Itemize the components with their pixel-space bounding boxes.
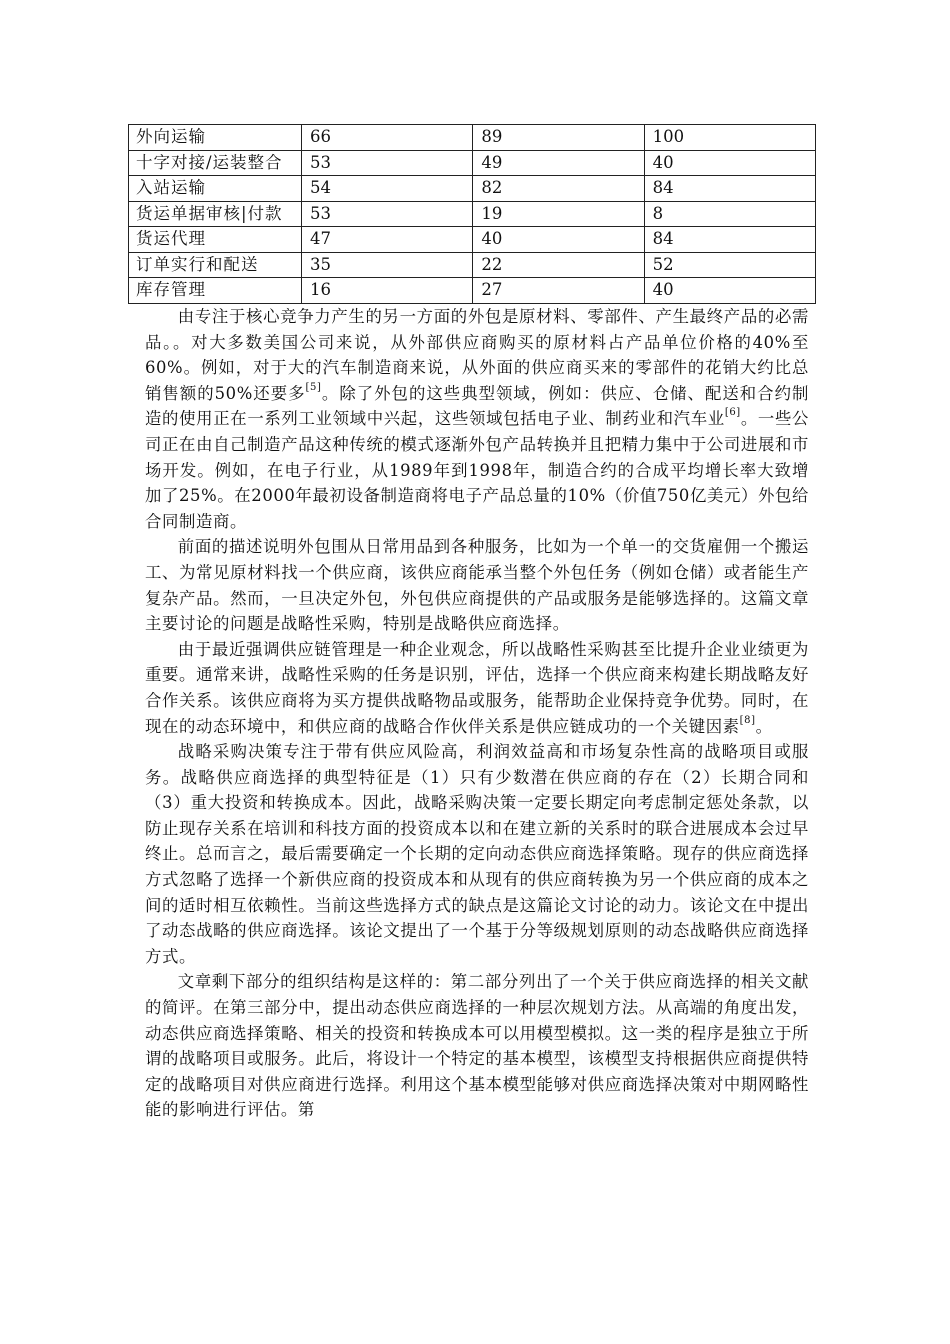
table-row xyxy=(129,227,816,253)
paragraph-text: 由于最近强调供应链管理是一种企业观念，所以战略性采购甚至比提升企业业绩更为重要。通常来讲，战略性采购的任务是识别，评估，选择一个供应商来构建长期战略友好合作关系。该供应商将为买方提供战略物品或服务，能帮助企业保持竞争优势。同时，在现在的动态环境中，和供应商的战略合作伙伴关系是供应链成功的一个关键因素 xyxy=(145,639,809,736)
citation-ref: [5] xyxy=(305,381,322,393)
table-row xyxy=(129,201,816,227)
paragraph-text: 。 xyxy=(755,716,773,736)
table-cell-value: 100 xyxy=(644,125,815,151)
table-cell-value: 84 xyxy=(644,227,815,253)
table-cell-value: 22 xyxy=(473,252,644,278)
table-cell-category: 订单实行和配送 xyxy=(129,252,302,278)
table-cell-value: 8 xyxy=(644,201,815,227)
table-cell-value: 53 xyxy=(302,150,473,176)
citation-ref: [8] xyxy=(739,714,756,726)
table-cell-value: 84 xyxy=(644,176,815,202)
table-cell-category: 外向运输 xyxy=(129,125,302,151)
table-row xyxy=(129,278,816,304)
paragraph: 前面的描述说明外包围从日常用品到各种服务，比如为一个单一的交货雇佣一个搬运工、为常见原材料找一个供应商，该供应商能承当整个外包任务（例如仓储）或者能生产复杂产品。然而，一旦决定外包，外包供应商提供的产品或服务是能够选择的。这篇文章主要讨论的问题是战略性采购，特别是战略供应商选择。 xyxy=(145,537,809,634)
paragraph-text: 。除了外包的这些典型领域，例如：供应、仓储、配送和合约制造的使用正在一系列工业领域中兴起，这些领域包括电子业、制药业和汽车业 xyxy=(145,383,809,429)
paragraph-text: 。一些公司正在由自己制造产品这种传统的模式逐渐外包产品转换并且把精力集中于公司进展和市场开发。例如，在电子行业，从1989年到1998年，制造合约的合成平均增长率大致增加了25%。在2000年最初设备制造商将电子产品总量的10%（价值750亿美元）外包给合同制造商。 xyxy=(145,409,809,531)
table-cell-category: 货运单据审核|付款 xyxy=(129,201,302,227)
table-row xyxy=(129,252,816,278)
table-row xyxy=(129,176,816,202)
paragraph: 战略采购决策专注于带有供应风险高，利润效益高和市场复杂性高的战略项目或服务。战略供应商选择的典型特征是（1）只有少数潜在供应商的存在（2）长期合同和（3）重大投资和转换成本。因此，战略采购决策一定要长期定向考虑制定惩处条款，以防止现存关系在培训和科技方面的投资成本以和在建立新的关系时的联合进展成本会过早终止。总而言之，最后需要确定一个长期的定向动态供应商选择策略。现存的供应商选择方式忽略了选择一个新供应商的投资成本和从现有的供应商转换为另一个供应商的成本之间的适时相互依赖性。当前这些选择方式的缺点是这篇论文讨论的动力。该论文在中提出了动态战略的供应商选择。该论文提出了一个基于分等级规划原则的动态战略供应商选择方式。 xyxy=(145,742,809,966)
paragraph xyxy=(145,637,809,739)
table-cell-category: 入站运输 xyxy=(129,176,302,202)
table-cell-value: 47 xyxy=(302,227,473,253)
table-cell-value: 52 xyxy=(644,252,815,278)
table-cell-value: 66 xyxy=(302,125,473,151)
table-cell-category: 库存管理 xyxy=(129,278,302,304)
table-cell-value: 40 xyxy=(644,150,815,176)
table-cell-category: 货运代理 xyxy=(129,227,302,253)
table-cell-value: 19 xyxy=(473,201,644,227)
table-cell-value: 49 xyxy=(473,150,644,176)
table-cell-value: 35 xyxy=(302,252,473,278)
table-row xyxy=(129,150,816,176)
paragraph: 文章剩下部分的组织结构是这样的：第二部分列出了一个关于供应商选择的相关文献的简评。在第三部分中，提出动态供应商选择的一种层次规划方法。从高端的角度出发，动态供应商选择策略、相关的投资和转换成本可以用模型模拟。这一类的程序是独立于所谓的战略项目或服务。此后，将设计一个特定的基本模型，该模型支持根据供应商提供特定的战略项目对供应商进行选择。利用这个基本模型能够对供应商选择决策对中期网略性能的影响进行评估。第 xyxy=(145,972,809,1120)
table-cell-value: 16 xyxy=(302,278,473,304)
table-body xyxy=(129,125,816,304)
table-cell-value: 89 xyxy=(473,125,644,151)
table-cell-value: 27 xyxy=(473,278,644,304)
table-row xyxy=(129,125,816,151)
body-text xyxy=(145,304,809,1123)
table-cell-value: 54 xyxy=(302,176,473,202)
table-cell-category: 十字对接/运装整合 xyxy=(129,150,302,176)
table-cell-value: 53 xyxy=(302,201,473,227)
citation-ref: [6] xyxy=(724,407,741,419)
paragraph-text: 由专注于核心竞争力产生的另一方面的外包是原材料、零部件、产生最终产品的必需品。。对大多数美国公司来说，从外部供应商购买的原材料占产品单位价格的40%至60%。例如，对于大的汽车制造商来说，从外面的供应商买来的零部件的花销大约比总销售额的50%还要多 xyxy=(145,307,809,403)
table-cell-value: 40 xyxy=(644,278,815,304)
table-cell-value: 40 xyxy=(473,227,644,253)
paragraph xyxy=(145,304,809,534)
table-cell-value: 82 xyxy=(473,176,644,202)
outsourcing-table xyxy=(128,124,816,304)
